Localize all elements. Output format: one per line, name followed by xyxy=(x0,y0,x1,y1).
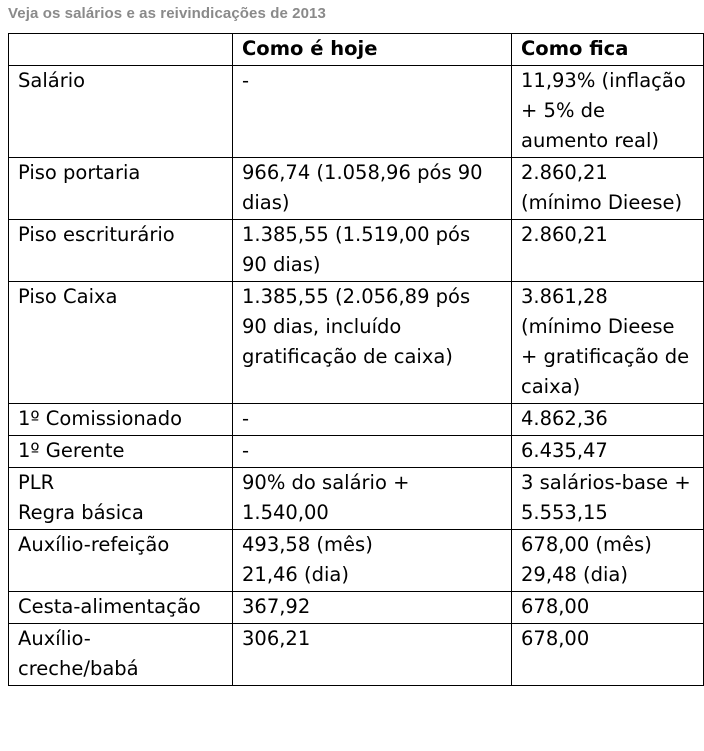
cell-fica xyxy=(512,220,704,282)
table-row xyxy=(9,220,704,282)
cell-hoje xyxy=(233,158,512,220)
cell-text-line: + 5% de xyxy=(521,99,606,122)
cell-text-line: 678,00 xyxy=(521,627,590,650)
cell-text-line: 2.860,21 xyxy=(521,223,608,246)
cell-text-line: 90 dias, incluído xyxy=(242,315,402,338)
table-row xyxy=(9,468,704,530)
header-cell-label xyxy=(9,34,233,66)
cell-text-line: 678,00 xyxy=(521,595,590,618)
cell-fica xyxy=(512,592,704,624)
cell-text-line: 1.385,55 (2.056,89 pós xyxy=(242,285,471,308)
cell-text-line: aumento real) xyxy=(521,129,659,152)
cell-text-line: Salário xyxy=(18,69,86,92)
cell-text-line: 306,21 xyxy=(242,627,311,650)
table-row xyxy=(9,592,704,624)
cell-text-line: Cesta-alimentação xyxy=(18,595,201,618)
cell-text-line: 11,93% (inflação xyxy=(521,69,686,92)
cell-fica xyxy=(512,282,704,404)
cell-text-line: 1.385,55 (1.519,00 pós xyxy=(242,223,471,246)
cell-text-line: 90 dias) xyxy=(242,253,321,276)
cell-label xyxy=(9,624,233,686)
cell-text-line: (mínimo Dieese xyxy=(521,315,675,338)
cell-text-line: 3.861,28 xyxy=(521,285,608,308)
cell-text-line: 5.553,15 xyxy=(521,501,608,524)
cell-text-line: 678,00 (mês) xyxy=(521,533,652,556)
cell-label xyxy=(9,468,233,530)
cell-hoje xyxy=(233,66,512,158)
cell-text-line: 493,58 (mês) xyxy=(242,533,373,556)
cell-hoje xyxy=(233,592,512,624)
cell-text-line: PLR xyxy=(18,471,55,494)
table-caption: Veja os salários e as reivindicações de 2013 xyxy=(8,5,326,22)
cell-text-line: Piso escriturário xyxy=(18,223,175,246)
cell-fica xyxy=(512,530,704,592)
table-row xyxy=(9,404,704,436)
cell-text-line: 1.540,00 xyxy=(242,501,329,524)
header-cell-hoje: Como é hoje xyxy=(233,34,512,66)
cell-hoje xyxy=(233,220,512,282)
cell-text-line: 6.435,47 xyxy=(521,439,608,462)
cell-text-line: 367,92 xyxy=(242,595,311,618)
cell-fica xyxy=(512,158,704,220)
cell-hoje xyxy=(233,404,512,436)
cell-text-line: - xyxy=(242,439,250,462)
cell-hoje xyxy=(233,282,512,404)
cell-text-line: Piso Caixa xyxy=(18,285,118,308)
cell-text-line: creche/babá xyxy=(18,657,139,680)
cell-hoje xyxy=(233,436,512,468)
cell-text-line: Auxílio-refeição xyxy=(18,533,170,556)
cell-text-line: 966,74 (1.058,96 pós 90 xyxy=(242,161,483,184)
cell-text-line: + gratificação de xyxy=(521,345,690,368)
cell-text-line: 4.862,36 xyxy=(521,407,608,430)
table-row xyxy=(9,530,704,592)
cell-fica xyxy=(512,624,704,686)
cell-hoje xyxy=(233,468,512,530)
salary-table xyxy=(8,33,704,686)
cell-label xyxy=(9,436,233,468)
cell-hoje xyxy=(233,530,512,592)
cell-hoje xyxy=(233,624,512,686)
cell-text-line: caixa) xyxy=(521,375,581,398)
cell-text-line: (mínimo Dieese) xyxy=(521,191,683,214)
header-row xyxy=(9,34,704,66)
cell-text-line: 2.860,21 xyxy=(521,161,608,184)
cell-text-line: 29,48 (dia) xyxy=(521,563,628,586)
cell-text-line: Piso portaria xyxy=(18,161,141,184)
cell-text-line: 3 salários-base + xyxy=(521,471,691,494)
cell-label xyxy=(9,404,233,436)
cell-label xyxy=(9,220,233,282)
cell-text-line: 21,46 (dia) xyxy=(242,563,349,586)
cell-label xyxy=(9,592,233,624)
cell-text-line: - xyxy=(242,69,250,92)
cell-fica xyxy=(512,436,704,468)
cell-fica xyxy=(512,404,704,436)
table-row xyxy=(9,436,704,468)
table-row xyxy=(9,624,704,686)
cell-fica xyxy=(512,66,704,158)
table-row xyxy=(9,158,704,220)
table-body xyxy=(9,66,704,686)
cell-text-line: gratificação de caixa) xyxy=(242,345,453,368)
cell-fica xyxy=(512,468,704,530)
cell-text-line: Auxílio- xyxy=(18,627,91,650)
cell-label xyxy=(9,282,233,404)
cell-text-line: Regra básica xyxy=(18,501,144,524)
cell-label xyxy=(9,530,233,592)
cell-text-line: 90% do salário + xyxy=(242,471,410,494)
cell-text-line: 1º Comissionado xyxy=(18,407,183,430)
cell-label xyxy=(9,158,233,220)
cell-text-line: dias) xyxy=(242,191,290,214)
cell-text-line: 1º Gerente xyxy=(18,439,125,462)
cell-label xyxy=(9,66,233,158)
header-cell-fica: Como fica xyxy=(512,34,704,66)
table-row xyxy=(9,282,704,404)
cell-text-line: - xyxy=(242,407,250,430)
table-row xyxy=(9,66,704,158)
